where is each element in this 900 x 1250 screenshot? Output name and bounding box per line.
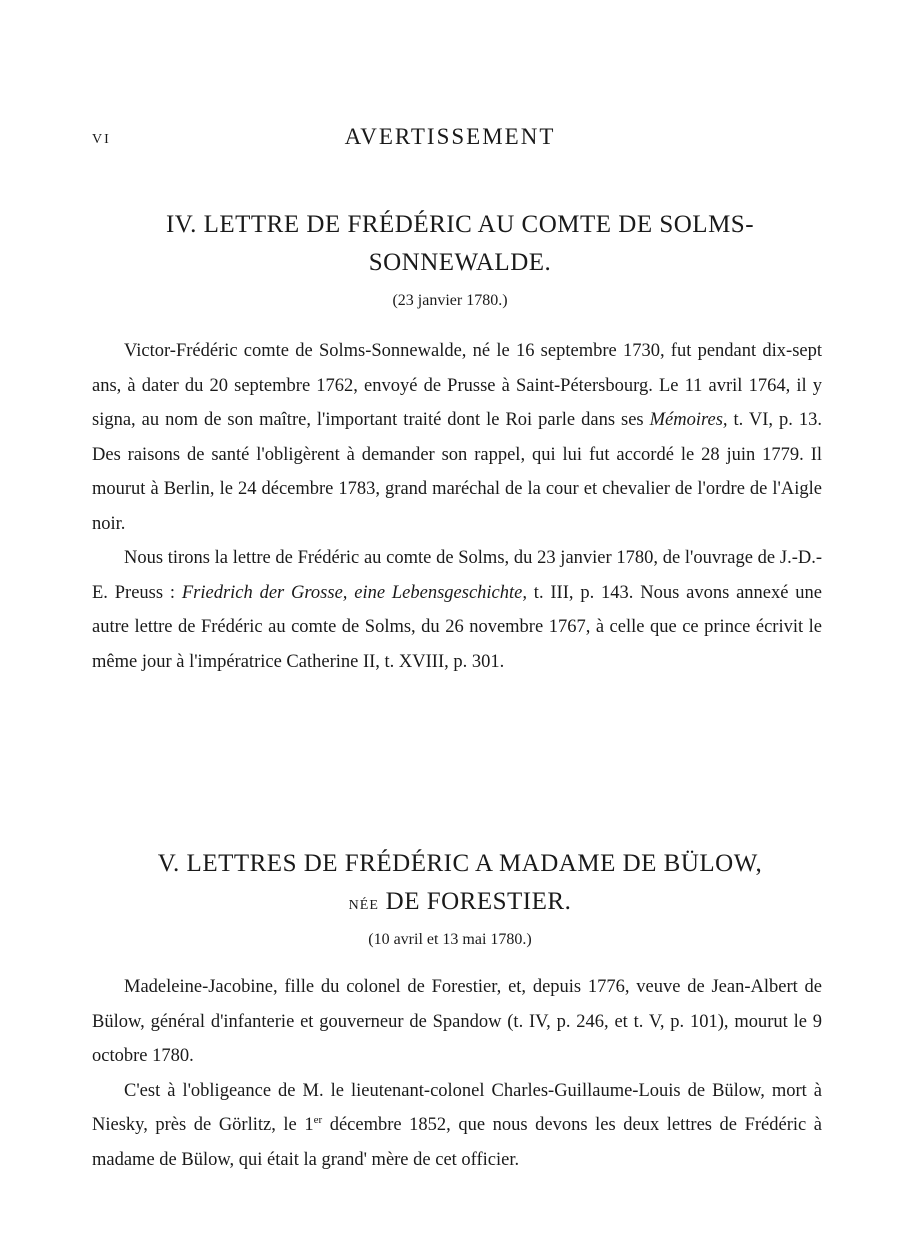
section-iv-paragraph-2: Nous tirons la lettre de Frédéric au comte de Solms, du 23 janvier 1780, de l'ouvrage de J.-D.-E. Preuss : Friedrich der Grosse, eine Lebensgeschichte, t. III, p. 143. Nous avons annexé une autre lettre de Frédéric au comte de Solms, du 26 novembre 1767, à celle que ce prince écrivit le même jour à l'impératrice Catherine II, t. XVIII, p. 301. bbox=[92, 548, 823, 672]
section-heading-v-line-2: NÉE DE FORESTIER. bbox=[348, 888, 572, 915]
running-title: AVERTISSEMENT bbox=[344, 124, 556, 149]
section-heading-v bbox=[100, 845, 820, 925]
section-v-paragraph-1: Madeleine-Jacobine, fille du colonel de Forestier, et, depuis 1776, veuve de Jean-Albert de Bülow, général d'infanterie et gouverneur de Spandow (t. IV, p. 246, et t. V, p. 101), mourut le 9 octobre 1780. bbox=[92, 977, 822, 1066]
nee-smallcaps: NÉE bbox=[348, 898, 379, 913]
section-heading-v-line-1: V. LETTRES DE FRÉDÉRIC A MADAME DE BÜLOW, bbox=[157, 850, 763, 877]
section-heading-iv-line-2: SONNEWALDE. bbox=[368, 249, 552, 276]
page-number: VI bbox=[92, 132, 111, 147]
section-iv-paragraph-1: Victor-Frédéric comte de Solms-Sonnewalde, né le 16 septembre 1730, fut pendant dix-sept ans, à dater du 20 septembre 1762, envoyé de Prusse à Saint-Pétersbourg. Le 11 avril 1764, il y signa, au nom de son maître, l'important traité dont le Roi parle dans ses Mémoires, t. VI, p. 13. Des raisons de santé l'obligèrent à demander son rappel, qui lui fut accordé le 28 juin 1779. Il mourut à Berlin, le 24 décembre 1783, grand maréchal de la cour et chevalier de l'ordre de l'Aigle noir. bbox=[92, 341, 823, 534]
section-v-dates: (10 avril et 13 mai 1780.) bbox=[368, 931, 532, 948]
section-iv-dates: (23 janvier 1780.) bbox=[392, 292, 508, 309]
section-heading-iv bbox=[100, 206, 820, 282]
running-head bbox=[0, 124, 900, 154]
section-v-body bbox=[92, 970, 822, 1177]
preuss-title: Friedrich der Grosse, eine Lebensgeschichte, bbox=[181, 582, 527, 603]
section-heading-iv-line-1: IV. LETTRE DE FRÉDÉRIC AU COMTE DE SOLMS- bbox=[165, 211, 755, 238]
memoires-title: Mémoires, bbox=[649, 410, 728, 430]
section-iv-body bbox=[92, 334, 822, 679]
ordinal-superscript: er bbox=[313, 1114, 323, 1126]
section-v-paragraph-2: C'est à l'obligeance de M. le lieutenant-colonel Charles-Guillaume-Louis de Bülow, mort à Niesky, près de Görlitz, le 1er décembre 1852, que nous devons les deux lettres de Frédéric à madame de Bülow, qui était la grand' mère de cet officier. bbox=[92, 1080, 822, 1170]
